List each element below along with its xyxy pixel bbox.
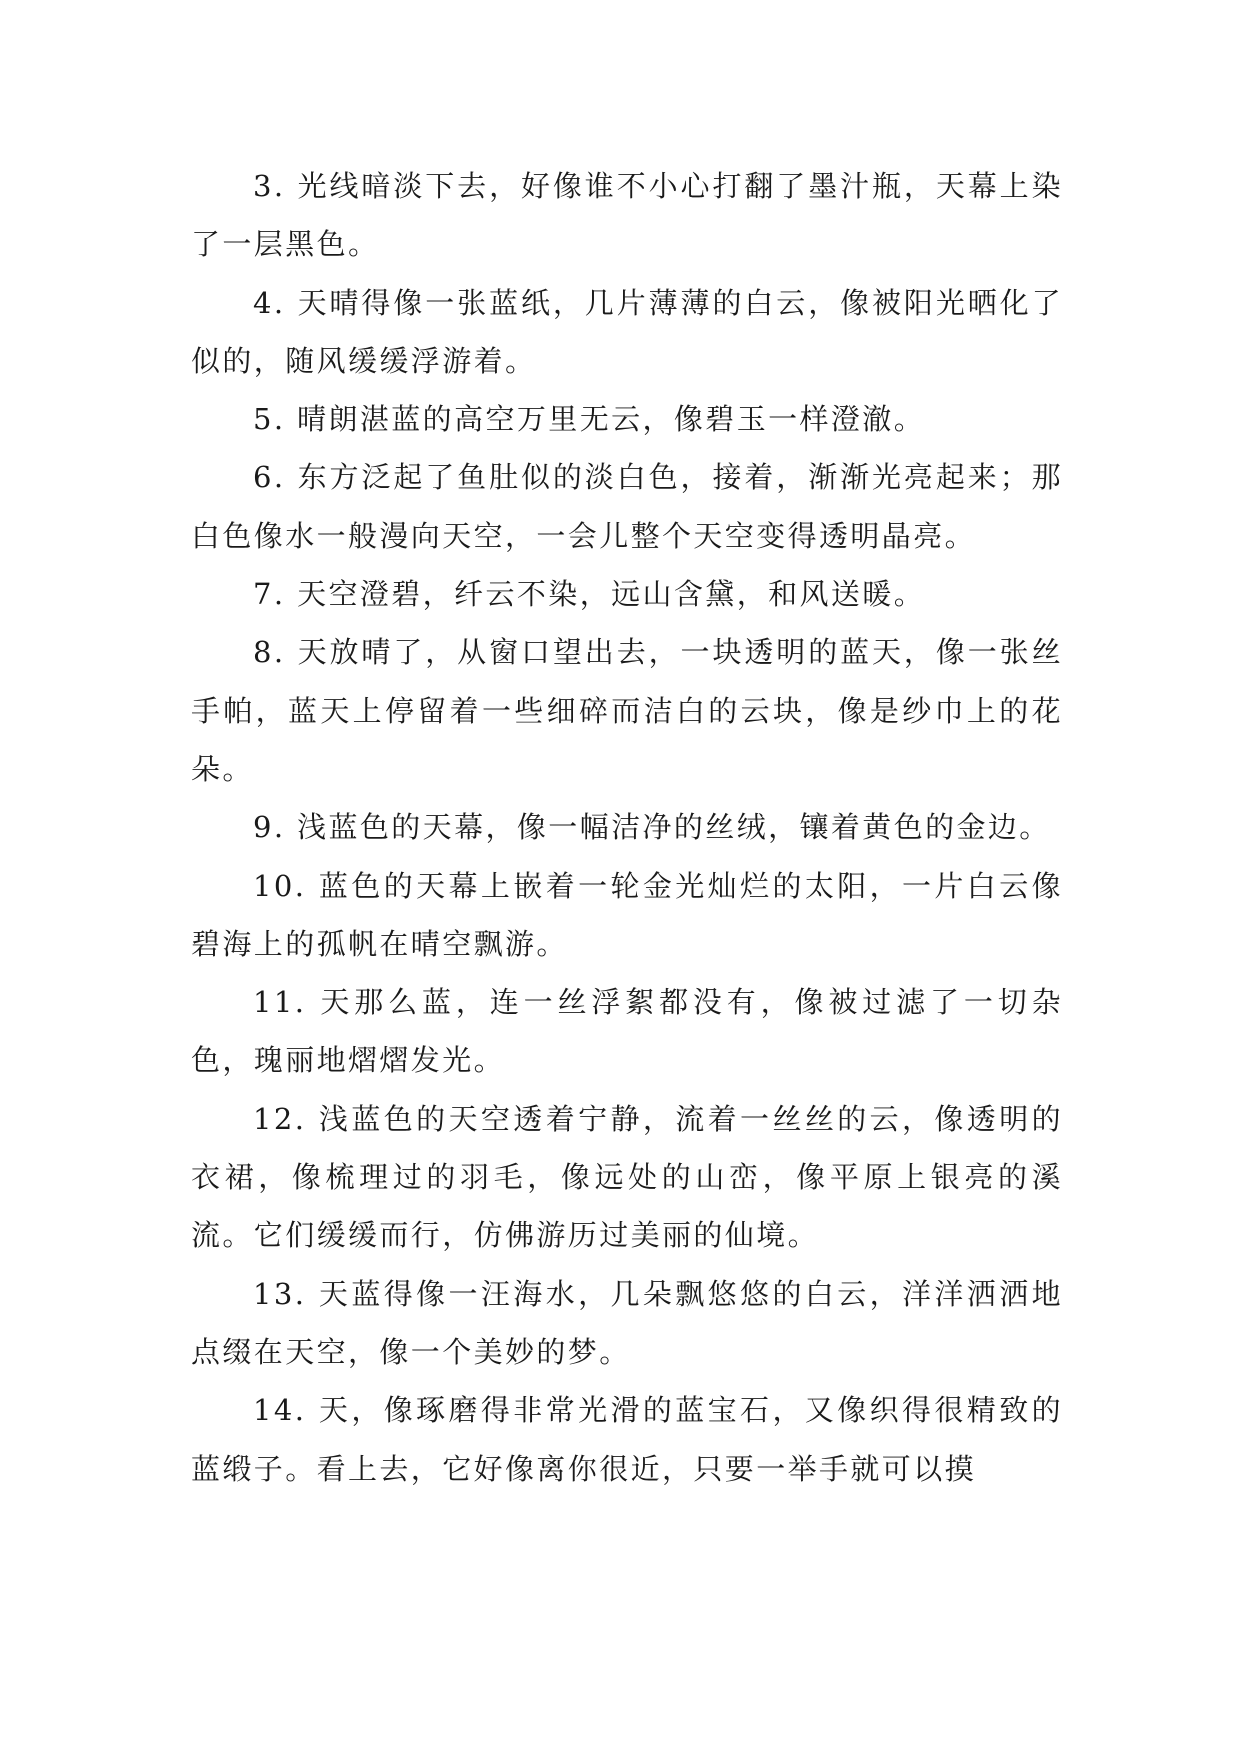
paragraph-12: 12. 浅蓝色的天空透着宁静，流着一丝丝的云，像透明的衣裙，像梳理过的羽毛，像远处的山峦，像平原上银亮的溪流。它们缓缓而行，仿佛游历过美丽的仙境。 bbox=[191, 1101, 1063, 1253]
body-text bbox=[191, 157, 1063, 1498]
paragraph-4: 4. 天晴得像一张蓝纸，几片薄薄的白云，像被阳光晒化了似的，随风缓缓浮游着。 bbox=[191, 285, 1063, 378]
paragraph-10: 10. 蓝色的天幕上嵌着一轮金光灿烂的太阳，一片白云像碧海上的孤帆在晴空飘游。 bbox=[191, 868, 1063, 961]
paragraph-6: 6. 东方泛起了鱼肚似的淡白色，接着，渐渐光亮起来；那白色像水一般漫向天空，一会儿整个天空变得透明晶亮。 bbox=[191, 460, 1063, 553]
paragraph-11: 11. 天那么蓝，连一丝浮絮都没有，像被过滤了一切杂色，瑰丽地熠熠发光。 bbox=[191, 985, 1063, 1078]
paragraph-3: 3. 光线暗淡下去，好像谁不小心打翻了墨汁瓶，天幕上染了一层黑色。 bbox=[191, 169, 1063, 262]
paragraph-9: 9. 浅蓝色的天幕，像一幅洁净的丝绒，镶着黄色的金边。 bbox=[253, 810, 1051, 845]
paragraph-14: 14. 天，像琢磨得非常光滑的蓝宝石，又像织得很精致的蓝缎子。看上去，它好像离你很近，只要一举手就可以摸 bbox=[191, 1393, 1063, 1486]
paragraph-7: 7. 天空澄碧，纤云不染，远山含黛，和风送暖。 bbox=[253, 577, 926, 612]
paragraph-13: 13. 天蓝得像一汪海水，几朵飘悠悠的白云，洋洋洒洒地点缀在天空，像一个美妙的梦。 bbox=[191, 1276, 1063, 1369]
paragraph-8: 8. 天放晴了，从窗口望出去，一块透明的蓝天，像一张丝手帕，蓝天上停留着一些细碎而洁白的云块，像是纱巾上的花朵。 bbox=[191, 635, 1063, 786]
paragraph-5: 5. 晴朗湛蓝的高空万里无云，像碧玉一样澄澈。 bbox=[253, 402, 926, 437]
